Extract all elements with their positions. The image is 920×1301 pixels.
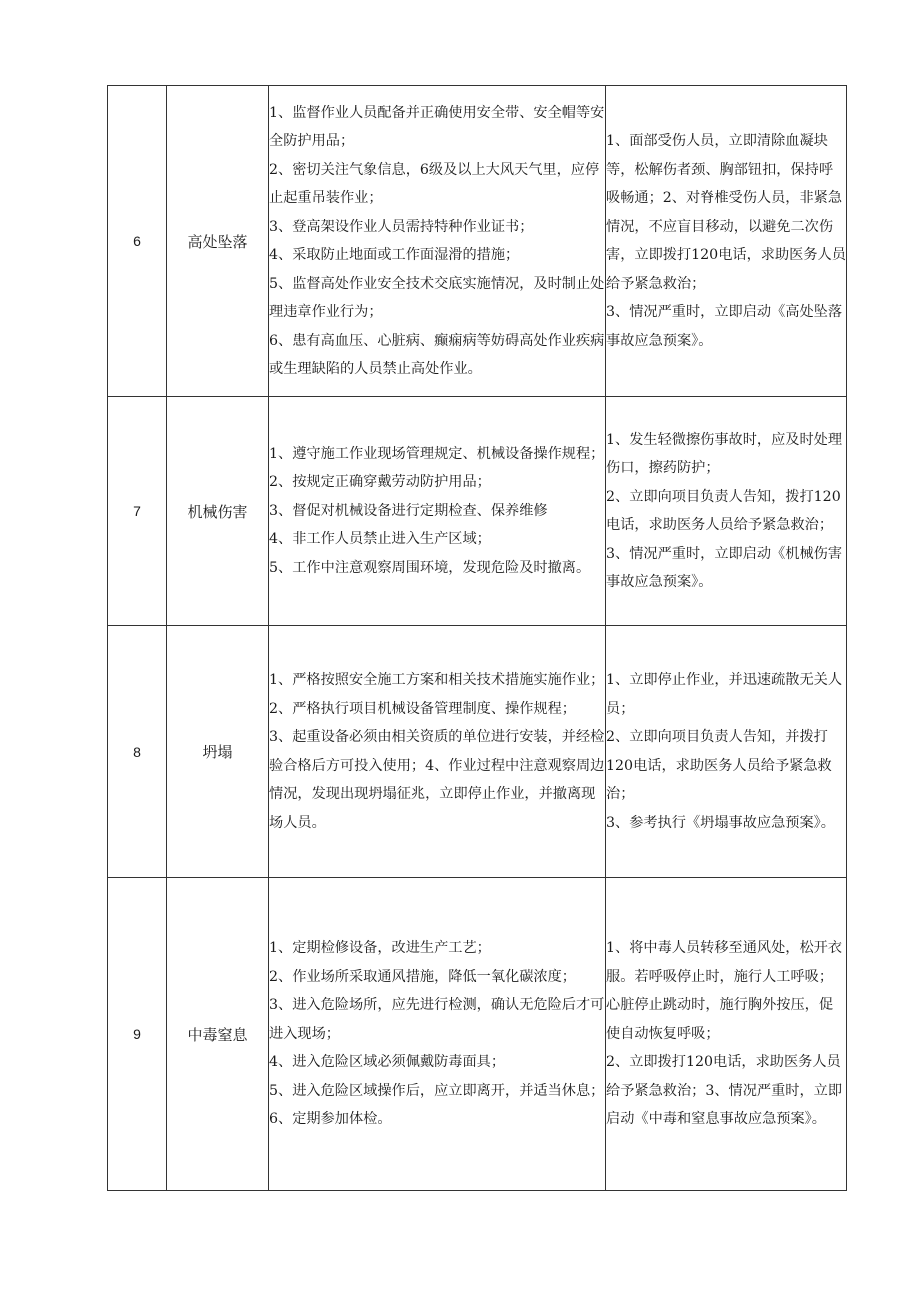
row-number: 8 [108, 626, 167, 878]
measure-item: 2、按规定正确穿戴劳动防护用品； [269, 474, 491, 491]
emergency-item: 1、发生轻微擦伤事故时，应及时处理伤口，擦药防护； [606, 431, 843, 476]
measure-item: 1、监督作业人员配备并正确使用安全带、安全帽等安全防护用品； [269, 104, 605, 149]
emergency-item: 3、参考执行《坍塌事故应急预案》。 [606, 814, 835, 831]
emergency-item: 3、情况严重时，立即启动《高处坠落事故应急预案》。 [606, 304, 843, 349]
measure-item: 5、进入危险区域操作后，应立即离开，并适当休息； [269, 1082, 605, 1099]
measure-item: 3、起重设备必须由相关资质的单位进行安装，并经检验合格后方可投入使用；4、作业过程中注意观察周边情况，发现出现坍塌征兆，立即停止作业，并撤离现场人员。 [269, 729, 605, 831]
emergency-response [606, 86, 847, 397]
measure-item: 4、非工作人员禁止进入生产区域； [269, 531, 491, 548]
emergency-item: 3、情况严重时，立即启动《机械伤害事故应急预案》。 [606, 545, 843, 590]
emergency-item: 1、立即停止作业，并迅速疏散无关人员； [606, 672, 843, 717]
table-row [108, 397, 847, 626]
emergency-item: 2、立即向项目负责人告知，并拨打120电话，求助医务人员给予紧急救治； [606, 729, 832, 802]
hazard-table [107, 85, 847, 1191]
emergency-item: 1、将中毒人员转移至通风处，松开衣服。若呼吸停止时，施行人工呼吸；心脏停止跳动时，施行胸外按压，促使自动恢复呼吸； [606, 940, 843, 1042]
prevention-measures [269, 397, 606, 626]
measure-item: 4、采取防止地面或工作面湿滑的措施； [269, 247, 520, 263]
row-number: 7 [108, 397, 167, 626]
hazard-type: 坍塌 [167, 626, 269, 878]
emergency-response [606, 626, 847, 878]
row-number: 9 [108, 878, 167, 1191]
row-number: 6 [108, 86, 167, 397]
measure-item: 1、遵守施工作业现场管理规定、机械设备操作规程； [269, 445, 605, 462]
hazard-type: 机械伤害 [167, 397, 269, 626]
measure-item: 1、严格按照安全施工方案和相关技术措施实施作业； [269, 672, 605, 688]
measure-item: 5、工作中注意观察周围环境，发现危险及时撤离。 [269, 559, 591, 576]
measure-item: 1、定期检修设备，改进生产工艺； [269, 940, 491, 957]
emergency-item: 1、面部受伤人员，立即清除血凝块等，松解伤者颈、胸部钮扣，保持呼吸畅通；2、对脊椎受伤人员，非紧急情况，不应盲目移动，以避免二次伤害，立即拨打120电话，求助医务人员给予紧急救治； [606, 133, 846, 292]
emergency-item: 2、立即向项目负责人告知，拨打120电话，求助医务人员给予紧急救治； [606, 488, 841, 533]
prevention-measures [269, 878, 606, 1191]
hazard-type: 高处坠落 [167, 86, 269, 397]
measure-item: 2、作业场所采取通风措施，降低一氧化碳浓度； [269, 968, 576, 985]
emergency-response [606, 878, 847, 1191]
emergency-response [606, 397, 847, 626]
measure-item: 5、监督高处作业安全技术交底实施情况，及时制止处理违章作业行为； [269, 275, 605, 320]
measure-item: 3、登高架设作业人员需持特种作业证书； [269, 218, 534, 235]
prevention-measures [269, 626, 606, 878]
measure-item: 2、严格执行项目机械设备管理制度、操作规程； [269, 700, 576, 717]
table-row [108, 878, 847, 1191]
measure-item: 2、密切关注气象信息，6级及以上大风天气里，应停止起重吊装作业； [269, 161, 600, 206]
measure-item: 3、进入危险场所，应先进行检测，确认无危险后才可进入现场； [269, 997, 605, 1042]
prevention-measures [269, 86, 606, 397]
emergency-item: 2、立即拨打120电话，求助医务人员给予紧急救治；3、情况严重时，立即启动《中毒和窒息事故应急预案》。 [606, 1054, 843, 1128]
measure-item: 6、定期参加体检。 [269, 1111, 392, 1128]
hazard-type: 中毒窒息 [167, 878, 269, 1191]
measure-item: 3、督促对机械设备进行定期检查、保养维修 [269, 502, 548, 519]
measure-item: 4、进入危险区域必须佩戴防毒面具； [269, 1054, 506, 1071]
measure-item: 6、患有高血压、心脏病、癫痫病等妨碍高处作业疾病或生理缺陷的人员禁止高处作业。 [269, 332, 605, 377]
table-row [108, 86, 847, 397]
table-row [108, 626, 847, 878]
